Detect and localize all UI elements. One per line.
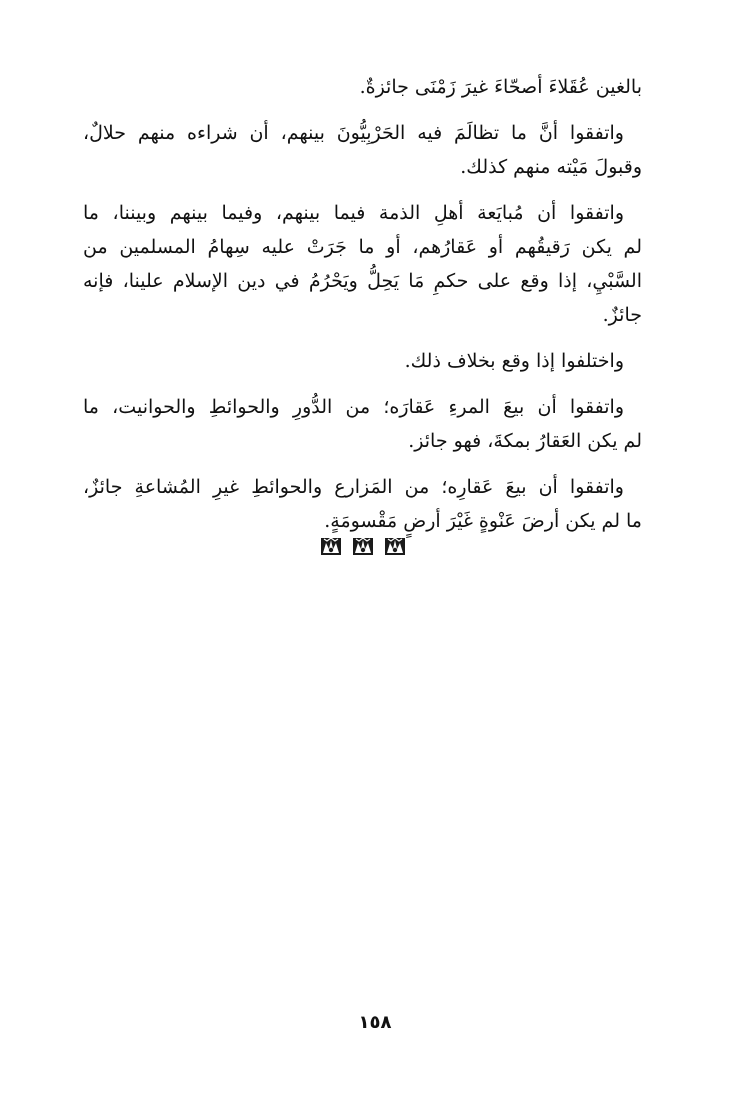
- text-line: لم يكن رَقيقُهم أو عَقارُهم، أو ما جَرَتْ عليه سِهامُ المسلمين من: [83, 236, 642, 258]
- paragraph-6: [83, 470, 642, 538]
- paragraph-4: [83, 344, 642, 378]
- paragraph-5: [83, 390, 642, 458]
- text-line: لم يكن العَقارُ بمكةَ، فهو جائز.: [408, 430, 642, 452]
- text-line: السَّبْيِ، إذا وقع على حكمِ مَا يَحِلُّ ويَحْرُمُ في دين الإسلام علينا، فإنه: [83, 270, 642, 292]
- text-line: وقبولَ مَيْته منهم كذلك.: [460, 156, 642, 178]
- paragraph-1: [83, 70, 642, 104]
- ornament-icon: [352, 535, 374, 557]
- paragraph-2: [83, 116, 642, 184]
- text-line: واتفقوا أن بيعَ المرءِ عَقارَه؛ من الدُّورِ والحوائطِ والحوانيت، ما: [83, 396, 624, 418]
- section-divider-ornament: [320, 534, 406, 558]
- text-line: واتفقوا أنَّ ما تظالَمَ فيه الحَرْبِيُّونَ بينهم، أن شراءه منهم حلالٌ،: [83, 122, 624, 144]
- paragraph-3: [83, 196, 642, 332]
- text-line: واتفقوا أن مُبايَعة أهلِ الذمة فيما بينهم، وفيما بينهم وبيننا، ما: [83, 202, 624, 224]
- text-line: بالغين عُقَلاءَ أصحّاءَ غيرَ زَمْنَى جائزةٌ.: [359, 76, 642, 98]
- page-number: ١٥٨: [358, 1012, 392, 1033]
- text-line: واتفقوا أن بيعَ عَقارِه؛ من المَزارع والحوائطِ غيرِ المُشاعةِ جائزٌ،: [83, 476, 624, 498]
- ornament-icon: [384, 535, 406, 557]
- text-line: جائزٌ.: [602, 304, 642, 326]
- text-line: واختلفوا إذا وقع بخلاف ذلك.: [404, 350, 624, 372]
- ornament-icon: [320, 535, 342, 557]
- body-text: [83, 70, 642, 538]
- text-line: ما لم يكن أرضَ عَنْوةٍ غَيْرَ أرضٍ مَقْسومَةٍ.: [324, 510, 642, 532]
